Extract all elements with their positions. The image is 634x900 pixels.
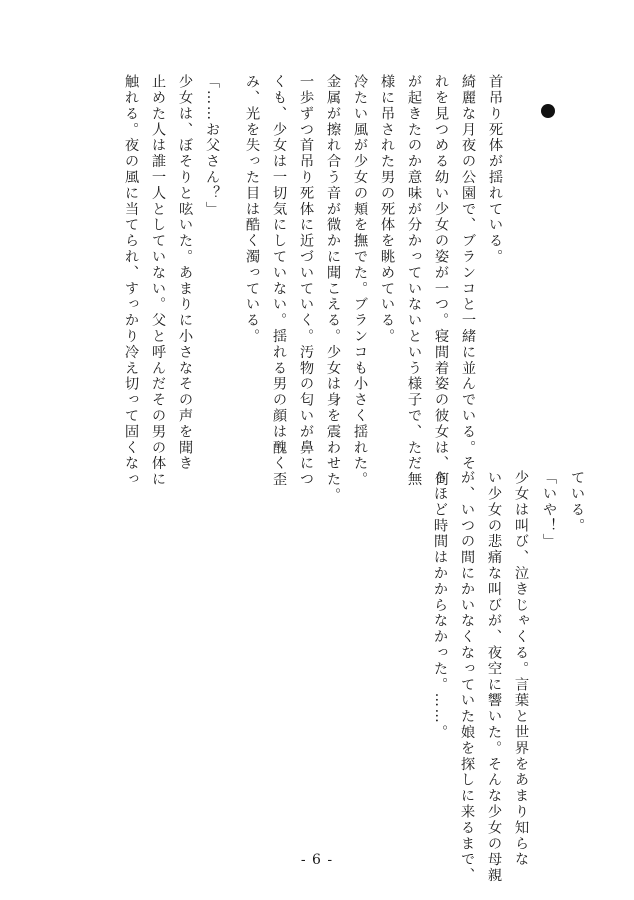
section-bullet-icon bbox=[541, 104, 555, 118]
text-column: 「いや！」 bbox=[541, 470, 557, 550]
text-column: 綺麗な月夜の公園で、ブランコと一緒に並んでいる。そ bbox=[460, 74, 476, 472]
text-column: 首吊り死体が揺れている。 bbox=[487, 74, 503, 265]
page-number: - 6 - bbox=[300, 852, 334, 868]
text-column: 金属が擦れ合う音が微かに聞こえる。少女は身を震わせた。 bbox=[325, 74, 341, 504]
text-column: ている。 bbox=[569, 470, 585, 534]
text-column: 少女は、ぼそりと呟いた。あまりに小さなその声を聞き bbox=[177, 74, 193, 472]
text-column: が起きたのか意味が分かっていないという様子で、ただ無 bbox=[406, 74, 422, 488]
text-column: 様に吊された男の死体を眺めている。 bbox=[379, 74, 395, 345]
text-column: 「……お父さん？」 bbox=[204, 74, 220, 218]
text-column: 一歩ずつ首吊り死体に近づいていく。汚物の匂いが鼻につ bbox=[298, 74, 314, 488]
text-column: 止めた人は誰一人としていない。父と呼んだその男の体に bbox=[150, 74, 166, 488]
text-column: い少女の悲痛な叫びが、夜空に響いた。そんな少女の母親 bbox=[486, 470, 502, 884]
text-column: み、光を失った目は酷く濁っている。 bbox=[244, 74, 260, 345]
text-column: くも、少女は一切気にしていない。揺れる男の顔は醜く歪 bbox=[271, 74, 287, 488]
text-column: 触れる。夜の風に当てられ、すっかり冷え切って固くなっ bbox=[123, 74, 139, 488]
text-column: 少女は叫び、泣きじゃくる。言葉と世界をあまり知らな bbox=[513, 470, 529, 868]
text-column: さほど時間はかからなかった。……。 bbox=[432, 470, 448, 741]
text-column: が、いつの間にかいなくなっていた娘を探しに来るまで、 bbox=[459, 470, 475, 884]
text-column: れを見つめる幼い少女の姿が一つ。寝間着姿の彼女は、何 bbox=[433, 74, 449, 488]
text-column: 冷たい風が少女の頬を撫でた。ブランコも小さく揺れた。 bbox=[352, 74, 368, 488]
